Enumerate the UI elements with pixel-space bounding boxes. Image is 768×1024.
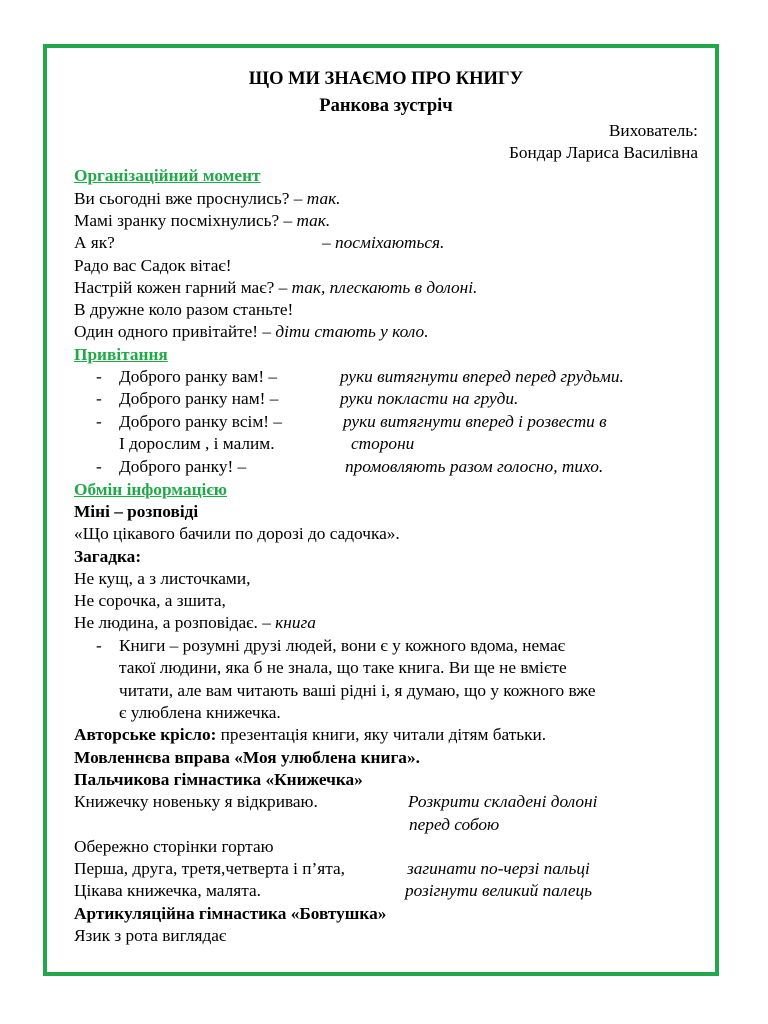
riddle-line: Не сорочка, а зшита, [74,591,226,610]
author-chair-line: Авторське крісло: презентація книги, яку читали дітям батьки. [74,725,547,744]
finger-line: Перша, друга, третя,четверта і п’ята, загинати по-черзі пальці [74,859,590,878]
finger-line: Цікава книжечка, малята. розігнути великий палець [74,881,593,900]
finger-line: Книжечку новеньку я відкриваю. Розкрити складені долоні [74,792,598,811]
section-heading-org-moment: Організаційний момент [74,166,261,185]
educator-label: Вихователь: [608,121,698,140]
riddle-label: Загадка: [74,547,142,566]
finger-gymnastics-title: Пальчикова гімнастика «Книжечка» [74,770,363,789]
finger-line: Обережно сторінки гортаю [74,837,274,856]
last-line: Язик з рота виглядає [74,926,227,945]
riddle-line: Не людина, а розповідає. – книга [74,613,316,632]
org-line: Настрій кожен гарний має? – так, плескають в долоні. [74,278,478,297]
section-heading-info: Обмін інформацією [74,480,228,499]
section-heading-greeting: Привітання [74,345,168,364]
org-line: Ви сьогодні вже проснулись? – так. [74,189,341,208]
riddle-answer: книга [275,613,316,632]
org-line: В дружне коло разом станьте! [74,300,294,319]
page-subtitle: Ранкова зустріч [319,96,453,116]
speech-exercise: Мовленнєва вправа «Моя улюблена книга». [74,748,420,767]
educator-name: Бондар Лариса Василівна [508,143,698,162]
org-line: Мамі зранку посміхнулись? – так. [74,211,331,230]
org-line: Один одного привітайте! – діти стають у коло. [74,322,429,341]
mini-stories-label: Міні – розповіді [74,502,199,521]
articulation-title: Артикуляційна гімнастика «Бовтушка» [74,904,387,923]
mini-stories-text: «Що цікавого бачили по дорозі до садочка». [74,524,400,543]
page-title: ЩО МИ ЗНАЄМО ПРО КНИГУ [248,69,524,89]
riddle-line: Не кущ, а з листочками, [74,569,251,588]
org-line: Радо вас Садок вітає! [74,256,232,275]
org-line: А як? – посміхаються. [74,233,445,252]
